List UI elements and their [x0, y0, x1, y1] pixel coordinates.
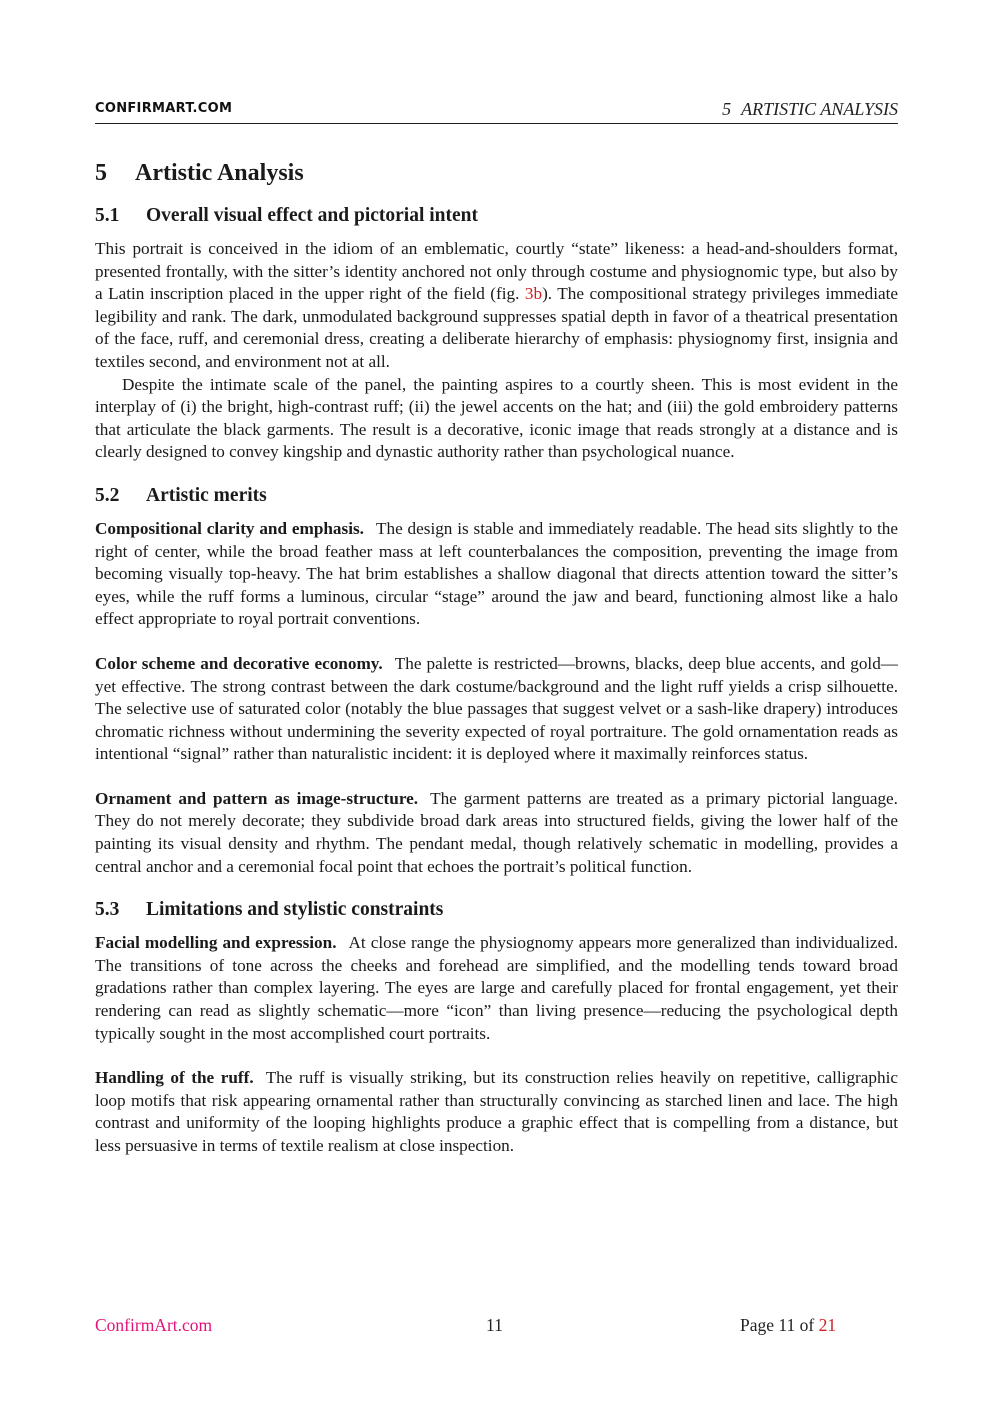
paragraph-lead: Color scheme and decorative economy. — [95, 653, 383, 673]
paragraph-text: The garment patterns are treated as a primary pictorial language. They do not merely decorate; they subdivide broad dark areas into structured fields, giving the lower half of the painting its visual density and rhythm. The pendant medal, though relatively schematic in modelling, provides a central anchor and a ceremonial focal point that echoes the portrait’s political function. — [95, 788, 898, 876]
section-heading — [95, 158, 898, 188]
subsection-number: 5.3 — [95, 899, 120, 921]
main-content — [95, 158, 898, 1158]
paragraph-lead: Compositional clarity and emphasis. — [95, 518, 364, 538]
paragraph-lead: Handling of the ruff. — [95, 1068, 254, 1088]
paragraph-text: ). The compositional strategy privileges immediate legibility and rank. The dark, unmodulated background suppresses spatial depth in favor of a theatrical presentation of the face, ruff, and ceremonial dress, creating a deliberate hierarchy of emphasis: physiognomy first, insignia and textiles second, and environment not at all. — [95, 284, 899, 371]
figure-reference-link[interactable]: 3b — [524, 284, 543, 304]
subsection-title: Artistic merits — [146, 484, 267, 506]
paragraph-text: The design is stable and immediately readable. The head sits slightly to the right of center, while the broad feather mass at left counterbalances the composition, preventing the image from becoming visually top-heavy. The hat brim establishes a shallow diagonal that directs attention toward the sitter’s eyes, while the ruff forms a luminous, circular “stage” around the jaw and beard, functioning almost like a halo effect appropriate to royal portrait conventions. — [95, 518, 898, 629]
footer-page-count — [740, 1315, 836, 1339]
merit-paragraph — [95, 518, 898, 631]
footer-page-prefix: Page 11 of — [740, 1315, 819, 1335]
paragraph-text: The ruff is visually striking, but its construction relies heavily on repetitive, calligraphic loop motifs that risk appearing ornamental rather than structurally convincing as starched linen and lace. The high contrast and uniformity of the looping highlights produce a graphic effect that is compelling from a distance, but less persuasive in terms of textile realism at close inspection. — [95, 1068, 898, 1155]
running-header — [95, 99, 898, 124]
subsection-number: 5.2 — [95, 484, 120, 506]
footer-site-link[interactable]: ConfirmArt.com — [95, 1315, 213, 1335]
footer-page-number: 11 — [486, 1315, 503, 1335]
section-title: Artistic Analysis — [135, 160, 304, 186]
section-number: 5 — [95, 160, 107, 186]
running-header-section — [722, 99, 898, 120]
paragraph-5-1-a — [95, 238, 898, 374]
merit-paragraph — [95, 653, 898, 766]
subsection-heading-5-1 — [95, 204, 898, 228]
subsection-heading-5-2 — [95, 484, 898, 508]
subsection-title: Overall visual effect and pictorial intent — [146, 205, 478, 226]
limitation-paragraph — [95, 1067, 898, 1157]
subsection-title: Limitations and stylistic constraints — [146, 899, 444, 921]
paragraph-text: This portrait is conceived in the idiom of an emblematic, courtly “state” likeness: a head-and-shoulders format, presented frontally, with the sitter’s identity anchored not only through costume and physiognomic type, but also by a Latin inscription placed in the upper right of the field (fig. — [95, 239, 898, 304]
limitation-paragraph — [95, 932, 898, 1045]
subsection-heading-5-3 — [95, 898, 898, 922]
paragraph-text: The palette is restricted—browns, blacks, deep blue accents, and gold—yet effective. The strong contrast between the dark costume/background and the light ruff yields a crisp silhouette. The selective use of saturated color (notably the blue passages that suggest velvet or a sash-like drapery) introduces chromatic richness without undermining the severity expected of royal portraiture. The gold ornamentation reads as intentional “signal” rather than naturalistic incident: it is deployed where it maximally reinforces status. — [95, 653, 898, 764]
running-header-title: ARTISTIC ANALYSIS — [741, 99, 898, 119]
footer-total-pages-link[interactable]: 21 — [818, 1315, 837, 1335]
paragraph-5-1-b: Despite the intimate scale of the panel, the painting aspires to a courtly sheen. This is most evident in the interplay of (i) the bright, high-contrast ruff; (ii) the jewel accents on the hat; and (iii) the gold embroidery patterns that articulate the black garments. The result is a decorative, iconic image that reads strongly at a distance and is clearly designed to convey kingship and dynastic authority rather than psychological nuance. — [95, 374, 898, 462]
paragraph-text: At close range the physiognomy appears more generalized than individualized. The transitions of tone across the cheeks and forehead are simplified, and the modelling tends toward broad gradations rather than complex layering. The eyes are large and carefully placed for frontal engagement, yet their rendering can read as slightly schematic—more “icon” than living presence—reducing the psychological depth typically sought in the most accomplished court portraits. — [95, 933, 898, 1043]
site-logo[interactable]: CONFIRMART.COM — [95, 101, 233, 116]
paragraph-lead: Ornament and pattern as image-structure. — [95, 788, 419, 808]
merit-paragraph — [95, 788, 898, 878]
subsection-number: 5.1 — [95, 205, 120, 226]
paragraph-lead: Facial modelling and expression. — [95, 933, 337, 953]
running-header-number: 5 — [722, 99, 732, 119]
